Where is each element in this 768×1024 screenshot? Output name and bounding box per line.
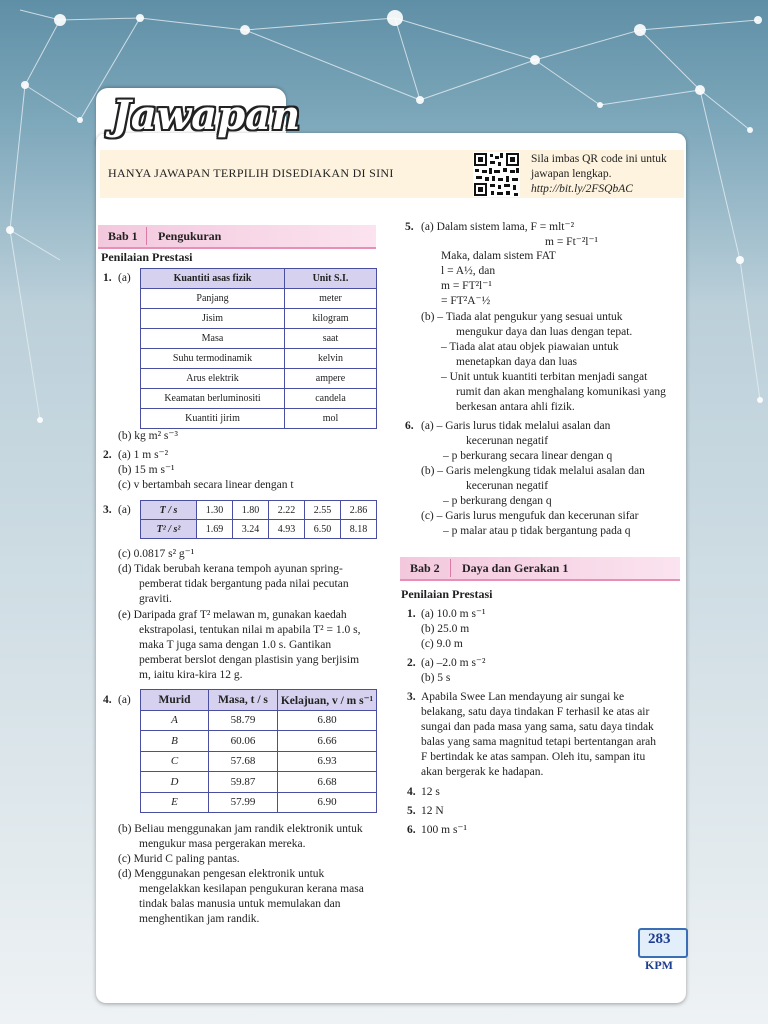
table-cell: Panjang [141,289,285,309]
table-cell: Keamatan berluminositi [141,389,285,409]
q1-number: 1. [103,272,112,284]
q5b-line4: menetapkan daya dan luas [456,356,578,368]
table-cell: 1.69 [197,520,233,539]
table-cell: 60.06 [209,731,278,752]
q1b-text: (b) kg m² s⁻³ [118,430,178,442]
q5b-line7: berkesan antara ahli fizik. [456,401,575,413]
b2q6-text: 100 m s⁻¹ [421,824,467,836]
table-cell: E [141,792,209,813]
table-cell: Jisim [141,309,285,329]
q6c-line1: (c) – Garis lurus mengufuk dan kecerunan sifar [421,510,639,522]
table-cell: 2.86 [341,501,377,520]
table-cell: 6.66 [278,731,377,752]
q6a-line2: kecerunan negatif [466,435,549,447]
q3e-line4: pemberat berslot dengan plastisin yang berjisim [139,654,360,666]
table-cell: 58.79 [209,710,278,731]
table-row [141,329,377,349]
q5-number: 5. [405,221,414,233]
table-row [141,289,377,309]
table-row [141,389,377,409]
q4b-line2: mengukur masa pergerakan mereka. [139,838,306,850]
table-cell: ampere [285,369,377,389]
b2q3-line5: F bertindak ke atas sampan. Oleh itu, sampan itu [421,751,646,763]
table-cell: Masa [141,329,285,349]
table-cell: Kuantiti jirim [141,409,285,429]
table-cell: 1.30 [197,501,233,520]
table-cell: Arus elektrik [141,369,285,389]
table3-header: Kelajuan, v / m s⁻¹ [278,690,377,711]
table-cell: B [141,731,209,752]
table-cell: 6.93 [278,751,377,772]
table-row [141,409,377,429]
qr-link[interactable]: http://bit.ly/2FSQbAC [531,183,633,195]
table-cell: saat [285,329,377,349]
qr-code-icon[interactable] [473,152,520,197]
q3c-text: (c) 0.0817 s² g⁻¹ [118,548,195,560]
section-title-bab2: Penilaian Prestasi [401,587,493,601]
b2q1c-text: (c) 9.0 m [421,638,463,650]
q4c-text: (c) Murid C paling pantas. [118,853,240,865]
bab1-header [98,225,376,249]
q3e-line1: (e) Daripada graf T² melawan m, gunakan kaedah [118,609,347,621]
b2q3-line1: Apabila Swee Lan mendayung air sungai ke [421,691,625,703]
table-row [141,520,377,539]
table-row [141,710,377,731]
bab1-number: Bab 1 [108,229,138,243]
q6c-line2: – p malar atau p tidak bergantung pada q [443,525,631,537]
q1a-label: (a) [118,272,131,284]
table-row [141,309,377,329]
b2q2-number: 2. [407,657,416,669]
b2q5-number: 5. [407,805,416,817]
b2q6-number: 6. [407,824,416,836]
table3-header: Masa, t / s [209,690,278,711]
q6b-line3: – p berkurang dengan q [443,495,552,507]
q2b-text: (b) 15 m s⁻¹ [118,464,175,476]
table-si-units [140,268,377,429]
q6-number: 6. [405,420,414,432]
q3d-line1: (d) Tidak berubah kerana tempoh ayunan spring- [118,563,343,575]
q4b-line1: (b) Beliau menggunakan jam randik elektronik untuk [118,823,363,835]
bab2-header [400,557,680,581]
table1-header: Kuantiti asas fizik [141,269,285,289]
q6b-line1: (b) – Garis melengkung tidak melalui asalan dan [421,465,645,477]
notice-text: HANYA JAWAPAN TERPILIH DISEDIAKAN DI SINI [108,166,394,180]
table-cell: kelvin [285,349,377,369]
b2q3-line4: balas yang sama magnitud tetapi bertentangan arah [421,736,657,748]
table-row [141,731,377,752]
table2-row-label: T² / s² [141,520,197,539]
q4d-line4: menghentikan jam randik. [139,913,260,925]
q4d-line2: mengelakkan kesilapan pengukuran kerana masa [139,883,364,895]
table-cell: 2.22 [269,501,305,520]
q6a-line1: (a) – Garis lurus tidak melalui asalan dan [421,420,611,432]
b2q1a-text: (a) 10.0 m s⁻¹ [421,608,486,620]
table-period [140,500,377,539]
q5b-line5: – Unit untuk kuantiti terbitan menjadi sangat [441,371,648,383]
table3-header: Murid [141,690,209,711]
qr-line-2: jawapan lengkap. [531,168,612,180]
q3-number: 3. [103,504,112,516]
table-cell: 57.68 [209,751,278,772]
table-cell: mol [285,409,377,429]
q5b-line6: rumit dan akan menghalang komunikasi yang [456,386,666,398]
b2q1-number: 1. [407,608,416,620]
table-cell: candela [285,389,377,409]
b2q5-text: 12 N [421,805,444,817]
table1-header: Unit S.I. [285,269,377,289]
b2q2b-text: (b) 5 s [421,672,451,684]
table-cell: 57.99 [209,792,278,813]
q3e-line2: ekstrapolasi, tentukan nilai m apabila T² = 1.0 s, [139,624,361,636]
q5a-line3: Maka, dalam sistem FAT [441,250,556,262]
table-row [141,349,377,369]
b2q3-line3: sungai dan pada masa yang sama, satu daya tindak [421,721,654,733]
q5b-line1: (b) – Tiada alat pengukur yang sesuai untuk [421,311,623,323]
q5a-line5: m = FT²l⁻¹ [441,280,492,292]
q5b-line2: mengukur daya dan luas dengan tepat. [456,326,633,338]
table-cell: 6.68 [278,772,377,793]
page-number: 283 [648,931,671,947]
table2-row-label: T / s [141,501,197,520]
q3e-line3: maka T juga sama dengan 1.0 s. Gantikan [139,639,332,651]
bab2-title: Daya dan Gerakan 1 [462,561,569,575]
q5a-line4: l = A½, dan [441,265,496,277]
b2q4-text: 12 s [421,786,440,798]
table-cell: C [141,751,209,772]
q3d-line2: pemberat tidak bergantung pada nilai pecutan [139,578,349,590]
table-row [141,751,377,772]
q5a-line6: = FT²A⁻½ [441,295,491,307]
table-cell: 59.87 [209,772,278,793]
table-cell: 8.18 [341,520,377,539]
section-title-bab1: Penilaian Prestasi [101,250,193,264]
table-cell: 6.50 [305,520,341,539]
q5a-line1: (a) Dalam sistem lama, F = mlt⁻² [421,221,575,233]
q3d-line3: graviti. [139,593,172,605]
table-cell: 2.55 [305,501,341,520]
b2q3-number: 3. [407,691,416,703]
q4a-label: (a) [118,694,131,706]
table-cell: 3.24 [233,520,269,539]
table-row [141,369,377,389]
b2q4-number: 4. [407,786,416,798]
table-cell: 4.93 [269,520,305,539]
b2q3-line2: belakang, satu daya tindakan F terhasil ke atas air [421,706,650,718]
table-row [141,501,377,520]
q4d-line3: tindak balas manusia untuk memulakan dan [139,898,341,910]
b2q1b-text: (b) 25.0 m [421,623,470,635]
bab2-number: Bab 2 [410,561,440,575]
q5a-line2: m = Ft⁻²l⁻¹ [545,236,599,248]
page-title: Jawapan [112,92,301,139]
qr-line-1: Sila imbas QR code ini untuk [531,153,667,165]
q2c-text: (c) v bertambah secara linear dengan t [118,479,294,491]
table-cell: kilogram [285,309,377,329]
table-row [141,792,377,813]
table-students [140,689,377,813]
table-cell: D [141,772,209,793]
q6a-line3: – p berkurang secara linear dengan q [443,450,613,462]
table-cell: 6.80 [278,710,377,731]
table-cell: 6.90 [278,792,377,813]
bab1-title: Pengukuran [158,229,222,243]
b2q3-line6: akan bergerak ke hadapan. [421,766,544,778]
q3e-line5: m, iaitu kira-kira 12 g. [139,669,243,681]
table-row [141,772,377,793]
b2q2a-text: (a) –2.0 m s⁻² [421,657,486,669]
table-cell: meter [285,289,377,309]
q3a-label: (a) [118,504,131,516]
q2-number: 2. [103,449,112,461]
q2a-text: (a) 1 m s⁻² [118,449,169,461]
q6b-line2: kecerunan negatif [466,480,549,492]
q4d-line1: (d) Menggunakan pengesan elektronik untuk [118,868,325,880]
table-cell: A [141,710,209,731]
table-cell: 1.80 [233,501,269,520]
q4-number: 4. [103,694,112,706]
publisher-label: KPM [645,958,673,972]
q5b-line3: – Tiada alat atau objek piawaian untuk [441,341,619,353]
table-cell: Suhu termodinamik [141,349,285,369]
qr-instructions [531,152,681,197]
